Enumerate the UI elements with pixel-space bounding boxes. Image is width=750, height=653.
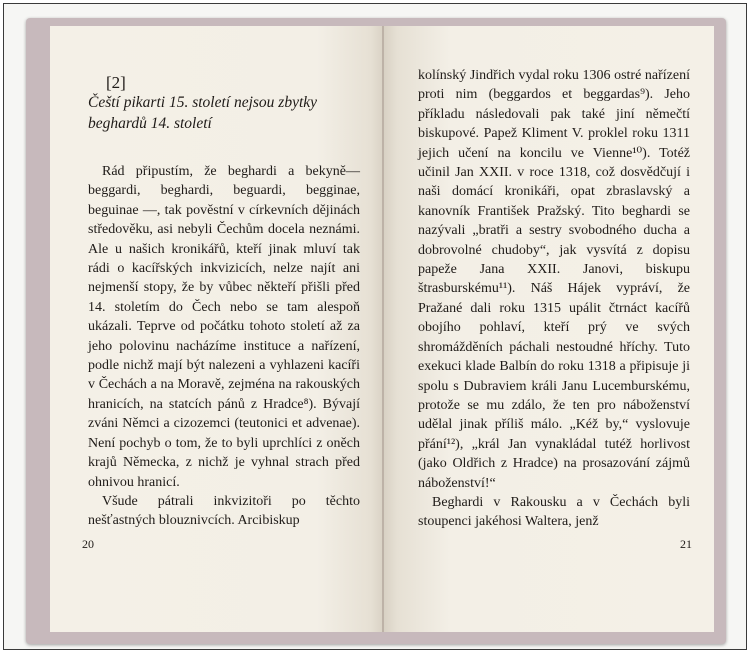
open-book bbox=[26, 18, 726, 644]
right-page bbox=[384, 26, 714, 632]
chapter-title: Čeští pikarti 15. století nejsou zbytky beghardů 14. století bbox=[88, 94, 318, 132]
paragraph: kolínský Jindřich vydal roku 1306 ostré nařízení proti nim (beggardos et beggardas⁹). Jeho příkladu následovali pak také jiní němečtí biskupové. Papež Kliment V. proklel roku 1311 jejich učení na koncilu ve Vienne¹⁰). Totéž učinil Jan XXII. v roce 1318, což dosvědčují i naši domácí kronikáři, opat zbraslavský a kanovník František Pražský. Tito beghardi se nazývali „bratři a sestry svobodného ducha a dobrovolné chudoby“, jak vysvítá z dopisu papeže Jana XXII. Janovi, biskupu štrasburskému¹¹). Náš Hájek vypráví, že Pražané dali roku 1315 upálit čtrnáct kacířů obojího pohlaví, kteří prý ve svých shromážděních páchali nestoudné hříchy. Tuto exekuci klade Balbín do roku 1318 a připisuje ji spolu s Dubraviem králi Janu Lucemburskému, protože se mu zdálo, že ten pro náboženství udělal jinak příliš málo. „Kéž by,“ vyslovuje přání¹²), „král Jan vynakládal tutéž horlivost (jako Oldřich z Hradce) na prosazování zájmů náboženství!“ bbox=[418, 68, 690, 491]
paragraph: Všude pátrali inkvizitoři po těchto nešťastných blouznivcích. Arcibiskup bbox=[88, 493, 360, 529]
scan-frame bbox=[3, 3, 747, 650]
page-number: 21 bbox=[680, 537, 692, 551]
chapter-number: [2] bbox=[106, 73, 126, 92]
paragraph: Rád připustím, že beghardi a bekyně— beggardi, beghardi, beguardi, begginae, beguinae —, tak pověstní v církevních dějinách středověku, asi nebyli Čechům docela neznámi. Ale u našich kronikářů, kteří jinak mluví tak rádi o kacířských inkvizicích, nelze najít ani nejmenší stopy, že by vůbec někteří přišli před 14. stoletím do Čech nebo se tam alespoň ukázali. Teprve od počátku tohoto století až za jeho polovinu nacházíme instituce a nařízení, podle nichž mají být nalezeni a vyhlazeni kacíři v Čechách a na Moravě, zejména na rakouských hranicích, na statcích pánů z Hradce⁸). Bývají zváni Němci a cizozemci (teutonici et advenae). Není pochyb o tom, že to byli uprchlíci z oněch krajů Německa, z nichž je vyhnal strach před ohnivou hranicí. bbox=[88, 164, 360, 490]
left-page bbox=[50, 26, 384, 632]
paragraph: Beghardi v Rakousku a v Čechách byli stoupenci jakéhosi Waltera, jenž bbox=[418, 494, 690, 530]
page-number: 20 bbox=[82, 537, 94, 551]
